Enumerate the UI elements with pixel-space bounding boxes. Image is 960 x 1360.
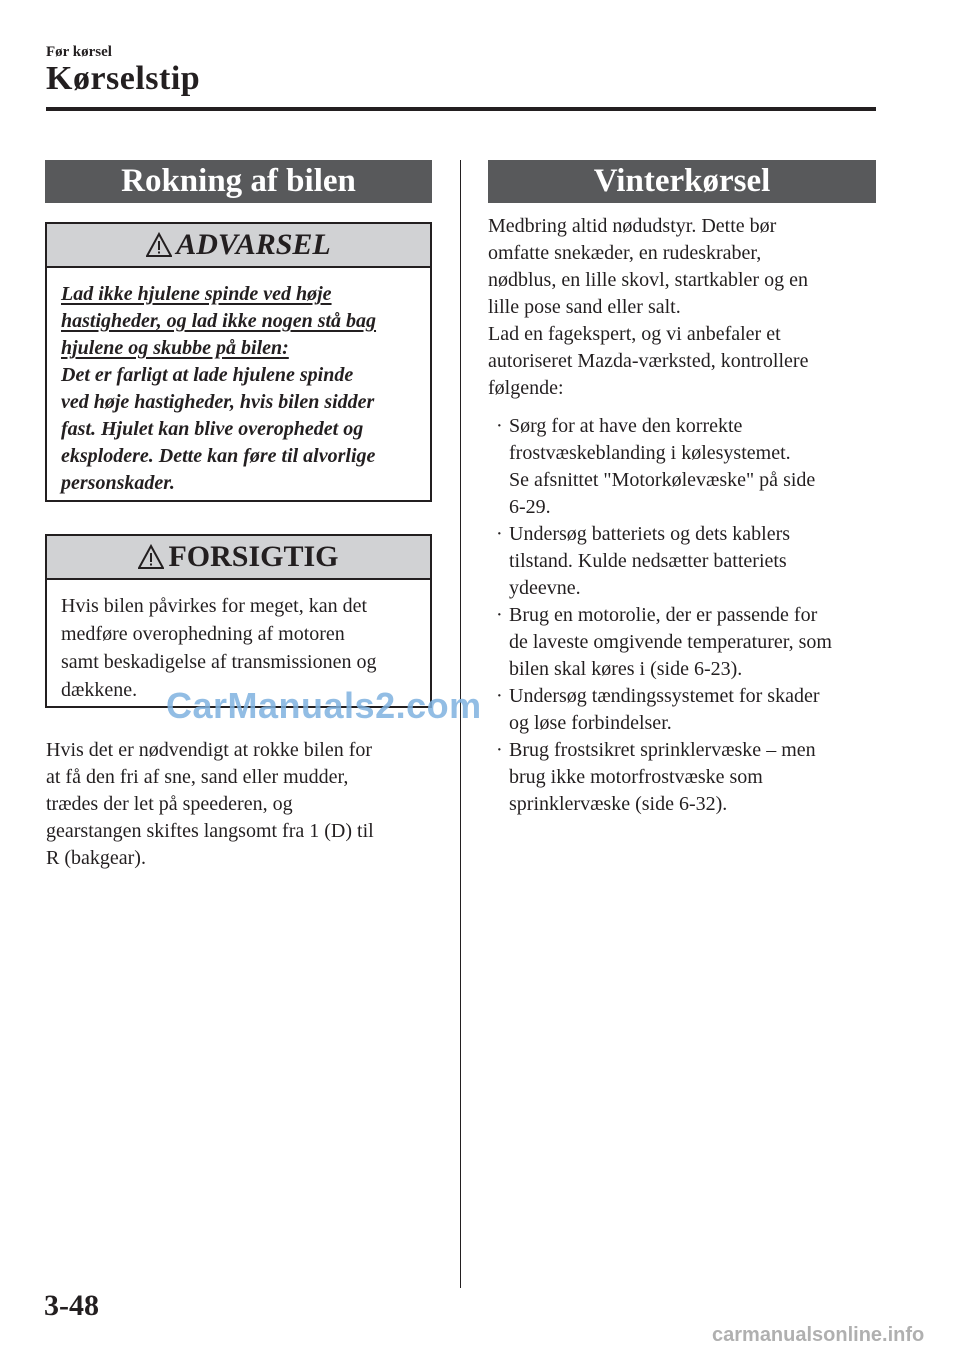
intro-line: Medbring altid nødudstyr. Dette bør [488,215,777,237]
list-item [488,737,880,818]
intro-line: følgende: [488,377,564,399]
rokning-paragraph [46,737,436,872]
bullet-dot: · [496,739,503,761]
list-item [488,521,880,602]
intro-line: nødblus, en lille skovl, startkabler og en [488,269,808,291]
bullet-line: Undersøg tændingssystemet for skader [509,685,820,707]
forsigtig-line: samt beskadigelse af transmissionen og [61,651,377,673]
bullet-line: Sørg for at have den korrekte [509,415,743,437]
list-item [488,602,880,683]
bullet-line: ydeevne. [509,577,581,599]
bullet-line: Brug frostsikret sprinklervæske – men [509,739,816,761]
bullet-dot: · [496,523,503,545]
paragraph-line: R (bakgear). [46,847,146,869]
bullet-line: Se afsnittet "Motorkølevæske" på side [509,469,816,491]
band-vinterkorsel: Vinterkørsel [488,160,876,203]
section-label: Før kørsel [46,44,112,60]
advarsel-line: hastigheder, og lad ikke nogen stå bag [61,310,377,332]
list-item [488,683,880,737]
paragraph-line: trædes der let på speederen, og [46,793,293,815]
band-rokning: Rokning af bilen [45,160,432,203]
intro-line: Lad en fagekspert, og vi anbefaler et [488,323,781,345]
bullet-line: frostvæskeblanding i kølesystemet. [509,442,791,464]
bullet-line: og løse forbindelser. [509,712,672,734]
advarsel-line: hjulene og skubbe på bilen: [61,337,289,359]
paragraph-line: Hvis det er nødvendigt at rokke bilen for [46,739,373,761]
advarsel-line: fast. Hjulet kan blive overophedet og [61,418,364,440]
page-number: 3-48 [44,1289,99,1322]
bullet-line: brug ikke motorfrostvæske som [509,766,763,788]
advarsel-line: ved høje hastigheder, hvis bilen sidder [61,391,375,413]
forsigtig-line: medføre overophedning af motoren [61,623,345,645]
warning-triangle-icon [146,232,172,258]
forsigtig-line: dækkene. [61,679,138,701]
advarsel-body [47,268,430,497]
vinter-bullet-list [488,413,880,818]
bullet-line: 6-29. [509,496,551,518]
intro-line: omfatte snekæder, en rudeskraber, [488,242,762,264]
intro-line: autoriseret Mazda-værksted, kontrollere [488,350,809,372]
advarsel-line: Det er farligt at lade hjulene spinde [61,364,354,386]
bullet-line: sprinklervæske (side 6-32). [509,793,728,815]
intro-line: lille pose sand eller salt. [488,296,681,318]
bullet-dot: · [496,685,503,707]
forsigtig-line: Hvis bilen påvirkes for meget, kan det [61,595,368,617]
paragraph-line: gearstangen skiftes langsomt fra 1 (D) til [46,820,374,842]
advarsel-line: Lad ikke hjulene spinde ved høje [61,283,332,305]
warning-triangle-icon [138,544,164,570]
footer-watermark: carmanualsonline.info [712,1324,925,1346]
bullet-line: tilstand. Kulde nedsætter batteriets [509,550,787,572]
bullet-line: bilen skal køres i (side 6-23). [509,658,743,680]
bullet-dot: · [496,415,503,437]
forsigtig-header [47,536,430,580]
forsigtig-title: FORSIGTIG [168,540,339,573]
advarsel-box [45,222,432,502]
paragraph-line: at få den fri af sne, sand eller mudder, [46,766,349,788]
advarsel-line: eksplodere. Dette kan føre til alvorlige [61,445,376,467]
bullet-dot: · [496,604,503,626]
advarsel-header [47,224,430,268]
advarsel-title: ADVARSEL [176,228,331,261]
vinter-intro [488,213,880,402]
bullet-line: de laveste omgivende temperaturer, som [509,631,832,653]
bullet-line: Undersøg batteriets og dets kablers [509,523,791,545]
chapter-title: Kørselstip [46,60,201,97]
watermark: CarManuals2.com [166,685,482,726]
advarsel-line: personskader. [61,472,175,494]
bullet-line: Brug en motorolie, der er passende for [509,604,818,626]
list-item [488,413,880,521]
header-rule [46,107,876,111]
forsigtig-box [45,534,432,708]
